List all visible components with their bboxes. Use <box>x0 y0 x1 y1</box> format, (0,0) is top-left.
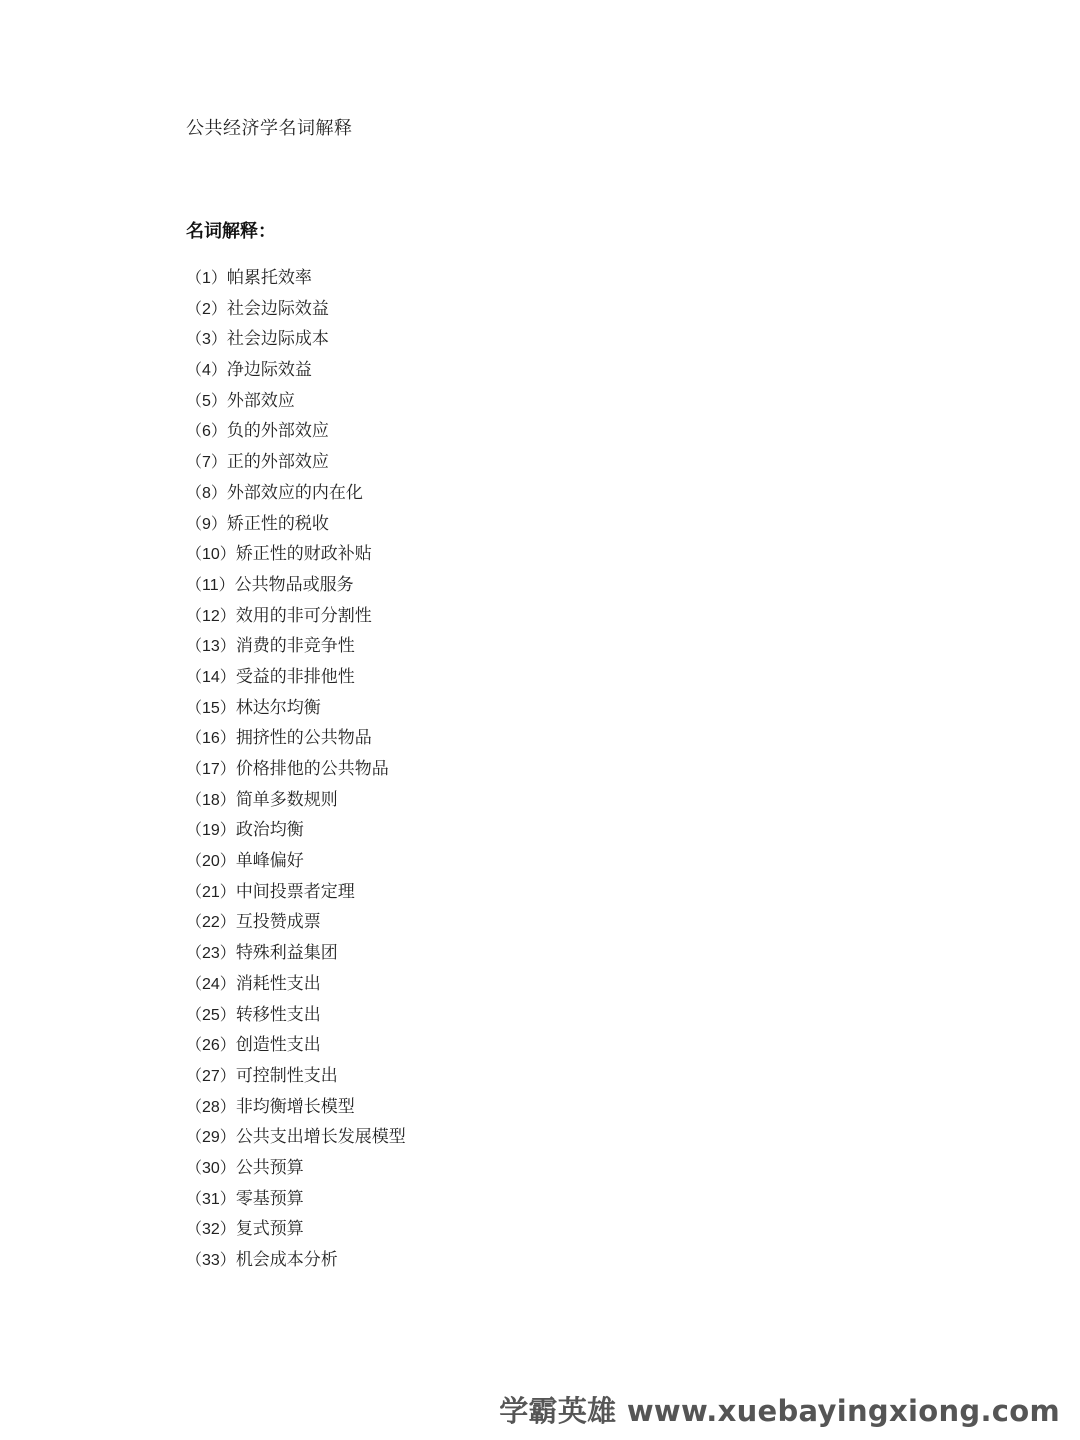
list-item <box>186 938 406 969</box>
term-text: 创造性支出 <box>235 1035 321 1056</box>
list-item <box>186 754 406 785</box>
term-text: 机会成本分析 <box>235 1250 338 1270</box>
term-text: 消耗性支出 <box>235 973 321 994</box>
term-text: 非均衡增长模型 <box>235 1096 355 1117</box>
list-item <box>186 570 406 601</box>
list-item <box>186 1092 406 1123</box>
list-item <box>186 416 406 447</box>
list-item <box>186 815 406 846</box>
list-item <box>186 1000 406 1031</box>
term-number: （4） <box>186 362 227 380</box>
term-number: （24） <box>186 975 236 993</box>
list-item <box>186 294 406 325</box>
term-text: 社会边际效益 <box>226 298 329 319</box>
term-number: （15） <box>186 699 236 717</box>
term-number: （30） <box>186 1159 236 1177</box>
term-text: 中间投票者定理 <box>235 881 355 902</box>
term-number: （14） <box>186 668 236 686</box>
list-item <box>186 263 406 294</box>
term-text: 净边际效益 <box>226 360 312 381</box>
list-item <box>186 693 406 724</box>
list-item <box>186 631 406 662</box>
term-text: 负的外部效应 <box>226 421 329 442</box>
list-item <box>186 386 406 417</box>
term-number: （17） <box>186 761 236 778</box>
term-text: 公共预算 <box>235 1157 304 1178</box>
list-item <box>186 723 406 754</box>
term-text: 外部效应 <box>226 390 295 411</box>
term-number: （20） <box>186 853 236 871</box>
list-item <box>186 1214 406 1245</box>
list-item <box>186 877 406 908</box>
term-text: 公共物品或服务 <box>234 574 354 595</box>
term-text: 单峰偏好 <box>235 851 304 872</box>
term-number: （1） <box>186 270 227 287</box>
term-number: （31） <box>186 1190 236 1208</box>
term-text: 矫正性的财政补贴 <box>235 544 372 565</box>
term-number: （11） <box>186 576 235 594</box>
term-text: 简单多数规则 <box>235 789 338 810</box>
term-number: （18） <box>186 791 236 809</box>
term-number: （7） <box>186 454 227 472</box>
term-number: （33） <box>186 1252 236 1269</box>
term-list <box>186 263 406 1276</box>
term-number: （32） <box>186 1221 236 1239</box>
list-item <box>186 907 406 938</box>
term-text: 效用的非可分割性 <box>235 605 372 626</box>
term-number: （16） <box>186 730 236 748</box>
term-number: （26） <box>186 1037 236 1055</box>
list-item <box>186 478 406 509</box>
list-item <box>186 846 406 877</box>
term-number: （21） <box>186 883 236 901</box>
list-item <box>186 509 406 540</box>
term-number: （10） <box>186 546 236 564</box>
list-item <box>186 447 406 478</box>
term-number: （29） <box>186 1129 236 1147</box>
section-heading: 名词解释： <box>186 221 276 242</box>
list-item <box>186 1030 406 1061</box>
list-item <box>186 1245 406 1276</box>
term-number: （8） <box>186 484 227 502</box>
list-item <box>186 324 406 355</box>
list-item <box>186 1122 406 1153</box>
watermark: 学霸英雄 www.xuebayingxiong.com <box>499 1394 1060 1428</box>
term-text: 复式预算 <box>235 1219 304 1240</box>
list-item <box>186 1153 406 1184</box>
term-number: （12） <box>186 607 236 625</box>
term-text: 受益的非排他性 <box>235 666 355 687</box>
list-item <box>186 1061 406 1092</box>
term-text: 零基预算 <box>235 1188 304 1209</box>
term-number: （9） <box>186 515 227 533</box>
list-item <box>186 785 406 816</box>
term-text: 社会边际成本 <box>226 329 329 350</box>
term-number: （3） <box>186 331 227 349</box>
list-item <box>186 969 406 1000</box>
term-text: 矫正性的税收 <box>226 513 329 534</box>
term-text: 互投赞成票 <box>235 912 321 933</box>
list-item <box>186 662 406 693</box>
term-number: （25） <box>186 1006 236 1024</box>
term-text: 公共支出增长发展模型 <box>235 1127 406 1148</box>
term-text: 转移性支出 <box>235 1004 321 1025</box>
list-item <box>186 1184 406 1215</box>
term-number: （13） <box>186 638 236 656</box>
term-number: （2） <box>186 300 227 318</box>
page-title: 公共经济学名词解释 <box>186 118 353 139</box>
term-text: 价格排他的公共物品 <box>235 759 389 779</box>
term-text: 拥挤性的公共物品 <box>235 728 372 749</box>
term-text: 消费的非竞争性 <box>235 636 355 657</box>
term-text: 可控制性支出 <box>235 1065 338 1086</box>
term-text: 特殊利益集团 <box>235 943 338 964</box>
term-text: 林达尔均衡 <box>235 697 321 718</box>
term-text: 帕累托效率 <box>226 268 312 288</box>
term-text: 外部效应的内在化 <box>226 482 363 503</box>
term-number: （6） <box>186 423 227 441</box>
list-item <box>186 355 406 386</box>
term-number: （27） <box>186 1067 236 1085</box>
term-text: 正的外部效应 <box>226 452 329 473</box>
term-number: （19） <box>186 822 236 840</box>
term-number: （5） <box>186 392 227 410</box>
list-item <box>186 539 406 570</box>
term-number: （23） <box>186 945 236 963</box>
term-number: （28） <box>186 1098 236 1116</box>
term-number: （22） <box>186 914 236 932</box>
list-item <box>186 601 406 632</box>
term-text: 政治均衡 <box>235 820 304 841</box>
